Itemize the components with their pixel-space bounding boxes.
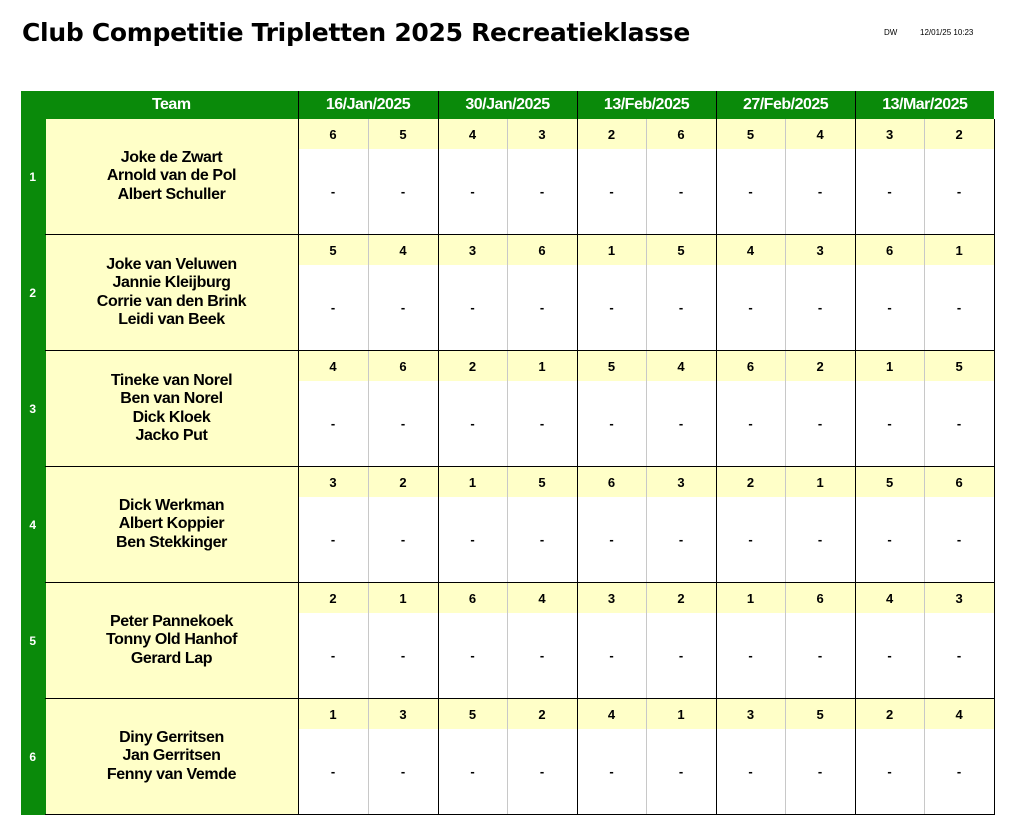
team-members <box>45 699 298 815</box>
score-cell[interactable]: - <box>507 381 577 467</box>
opponent-cell: 6 <box>507 235 577 266</box>
opponent-cell: 5 <box>438 699 507 730</box>
opponent-cell: 1 <box>646 699 716 730</box>
team-member-name: Gerard Lap <box>130 649 213 667</box>
opponent-cell: 3 <box>855 119 924 149</box>
score-cell[interactable]: - <box>438 497 507 583</box>
opponent-cell: 3 <box>577 583 646 614</box>
score-cell[interactable]: - <box>507 613 577 699</box>
team-members <box>45 235 298 351</box>
score-cell[interactable]: - <box>855 265 924 351</box>
author-initials: DW <box>884 28 898 37</box>
team-opponent-row <box>21 583 994 614</box>
team-member-name: Ben Stekkinger <box>116 533 227 551</box>
opponent-cell: 6 <box>716 351 785 382</box>
team-opponent-row <box>21 119 994 149</box>
score-cell[interactable]: - <box>368 497 438 583</box>
opponent-cell: 5 <box>646 235 716 266</box>
score-cell[interactable]: - <box>646 729 716 815</box>
score-cell[interactable]: - <box>646 613 716 699</box>
opponent-cell: 4 <box>298 351 368 382</box>
opponent-cell: 6 <box>368 351 438 382</box>
opponent-cell: 1 <box>716 583 785 614</box>
score-cell[interactable]: - <box>577 265 646 351</box>
team-number: 6 <box>21 699 45 815</box>
score-cell[interactable]: - <box>716 149 785 235</box>
team-member-name: Peter Pannekoek <box>110 612 233 630</box>
team-opponent-row <box>21 699 994 730</box>
score-cell[interactable]: - <box>646 381 716 467</box>
score-cell[interactable]: - <box>716 265 785 351</box>
score-cell[interactable]: - <box>298 729 368 815</box>
team-member-name: Joke de Zwart <box>120 148 223 166</box>
team-member-name: Leidi van Beek <box>118 311 225 328</box>
opponent-cell: 4 <box>855 583 924 614</box>
score-cell[interactable]: - <box>438 729 507 815</box>
opponent-cell: 1 <box>507 351 577 382</box>
opponent-cell: 3 <box>646 467 716 498</box>
opponent-cell: 4 <box>438 119 507 149</box>
team-member-name: Fenny van Vemde <box>106 765 237 783</box>
score-cell[interactable]: - <box>924 265 994 351</box>
team-member-name: Corrie van den Brink <box>96 292 247 310</box>
score-cell[interactable]: - <box>646 265 716 351</box>
score-cell[interactable]: - <box>577 729 646 815</box>
opponent-cell: 2 <box>716 467 785 498</box>
date-header: 30/Jan/2025 <box>438 91 577 119</box>
print-timestamp: 12/01/25 10:23 <box>920 28 974 37</box>
score-cell[interactable]: - <box>438 381 507 467</box>
team-member-name: Diny Gerritsen <box>119 728 224 746</box>
opponent-cell: 4 <box>785 119 855 149</box>
team-opponent-row <box>21 467 994 498</box>
opponent-cell: 4 <box>924 699 994 730</box>
opponent-cell: 3 <box>716 699 785 730</box>
team-member-name: Jan Gerritsen <box>122 747 221 765</box>
opponent-cell: 3 <box>785 235 855 266</box>
opponent-cell: 2 <box>298 583 368 614</box>
opponent-cell: 1 <box>298 699 368 730</box>
opponent-cell: 2 <box>855 699 924 730</box>
score-cell[interactable]: - <box>438 265 507 351</box>
opponent-cell: 4 <box>646 351 716 382</box>
opponent-cell: 2 <box>438 351 507 382</box>
score-cell[interactable]: - <box>368 729 438 815</box>
score-cell[interactable]: - <box>785 613 855 699</box>
team-member-name: Joke van Veluwen <box>106 255 237 273</box>
opponent-cell: 3 <box>438 235 507 266</box>
opponent-cell: 6 <box>646 119 716 149</box>
score-cell[interactable]: - <box>855 381 924 467</box>
team-members <box>45 351 298 467</box>
competition-schedule-table <box>21 91 995 815</box>
team-number: 1 <box>21 119 45 235</box>
score-cell[interactable]: - <box>785 497 855 583</box>
opponent-cell: 6 <box>577 467 646 498</box>
opponent-cell: 5 <box>716 119 785 149</box>
opponent-cell: 3 <box>507 119 577 149</box>
score-cell[interactable]: - <box>507 729 577 815</box>
opponent-cell: 5 <box>368 119 438 149</box>
team-number: 4 <box>21 467 45 583</box>
opponent-cell: 4 <box>716 235 785 266</box>
score-cell[interactable]: - <box>507 497 577 583</box>
score-cell[interactable]: - <box>368 265 438 351</box>
opponent-cell: 2 <box>577 119 646 149</box>
team-number: 5 <box>21 583 45 699</box>
opponent-cell: 2 <box>646 583 716 614</box>
team-member-name: Tonny Old Hanhof <box>105 631 238 649</box>
opponent-cell: 6 <box>785 583 855 614</box>
opponent-cell: 4 <box>577 699 646 730</box>
team-member-name: Albert Koppier <box>118 515 225 533</box>
score-cell[interactable]: - <box>855 613 924 699</box>
team-member-name: Dick Werkman <box>118 496 225 514</box>
team-member-name: Ben van Norel <box>120 390 223 407</box>
score-cell[interactable]: - <box>298 381 368 467</box>
team-opponent-row <box>21 235 994 266</box>
opponent-cell: 1 <box>924 235 994 266</box>
date-header: 27/Feb/2025 <box>716 91 855 119</box>
score-cell[interactable]: - <box>298 497 368 583</box>
opponent-cell: 3 <box>924 583 994 614</box>
opponent-cell: 1 <box>577 235 646 266</box>
score-cell[interactable]: - <box>716 497 785 583</box>
score-cell[interactable]: - <box>924 497 994 583</box>
score-cell[interactable]: - <box>785 729 855 815</box>
score-cell[interactable]: - <box>646 497 716 583</box>
opponent-cell: 3 <box>298 467 368 498</box>
score-cell[interactable]: - <box>924 381 994 467</box>
score-cell[interactable]: - <box>785 381 855 467</box>
score-cell[interactable]: - <box>577 149 646 235</box>
score-cell[interactable]: - <box>924 729 994 815</box>
score-cell[interactable]: - <box>298 149 368 235</box>
score-cell[interactable]: - <box>716 613 785 699</box>
score-cell[interactable]: - <box>368 613 438 699</box>
score-cell[interactable]: - <box>368 149 438 235</box>
score-cell[interactable]: - <box>438 149 507 235</box>
score-cell[interactable]: - <box>577 613 646 699</box>
header-corner <box>21 91 45 119</box>
score-cell[interactable]: - <box>716 381 785 467</box>
opponent-cell: 5 <box>577 351 646 382</box>
team-member-name: Dick Kloek <box>132 408 211 426</box>
score-cell[interactable]: - <box>855 497 924 583</box>
score-cell[interactable]: - <box>855 729 924 815</box>
score-cell[interactable]: - <box>924 149 994 235</box>
opponent-cell: 4 <box>507 583 577 614</box>
opponent-cell: 5 <box>855 467 924 498</box>
opponent-cell: 1 <box>855 351 924 382</box>
opponent-cell: 2 <box>507 699 577 730</box>
opponent-cell: 5 <box>785 699 855 730</box>
team-number: 2 <box>21 235 45 351</box>
team-member-name: Jacko Put <box>135 427 208 444</box>
score-cell[interactable]: - <box>855 149 924 235</box>
score-cell[interactable]: - <box>507 149 577 235</box>
opponent-cell: 1 <box>785 467 855 498</box>
opponent-cell: 6 <box>298 119 368 149</box>
opponent-cell: 5 <box>507 467 577 498</box>
score-cell[interactable]: - <box>785 149 855 235</box>
opponent-cell: 6 <box>924 467 994 498</box>
team-opponent-row <box>21 351 994 382</box>
opponent-cell: 6 <box>855 235 924 266</box>
page-title: Club Competitie Tripletten 2025 Recreatieklasse <box>22 18 691 47</box>
opponent-cell: 4 <box>368 235 438 266</box>
date-header: 16/Jan/2025 <box>298 91 438 119</box>
score-cell[interactable]: - <box>507 265 577 351</box>
opponent-cell: 1 <box>438 467 507 498</box>
team-number: 3 <box>21 351 45 467</box>
team-member-name: Arnold van de Pol <box>106 167 237 185</box>
team-column-header: Team <box>45 91 298 119</box>
opponent-cell: 1 <box>368 583 438 614</box>
date-header: 13/Feb/2025 <box>577 91 716 119</box>
team-members <box>45 583 298 699</box>
date-header: 13/Mar/2025 <box>855 91 994 119</box>
team-member-name: Jannie Kleijburg <box>112 274 231 291</box>
score-cell[interactable]: - <box>577 497 646 583</box>
opponent-cell: 2 <box>368 467 438 498</box>
score-cell[interactable]: - <box>785 265 855 351</box>
score-cell[interactable]: - <box>646 149 716 235</box>
score-cell[interactable]: - <box>298 265 368 351</box>
team-members <box>45 119 298 235</box>
opponent-cell: 5 <box>924 351 994 382</box>
opponent-cell: 2 <box>785 351 855 382</box>
team-member-name: Tineke van Norel <box>110 371 233 389</box>
opponent-cell: 3 <box>368 699 438 730</box>
opponent-cell: 2 <box>924 119 994 149</box>
score-cell[interactable]: - <box>577 381 646 467</box>
score-cell[interactable]: - <box>716 729 785 815</box>
score-cell[interactable]: - <box>298 613 368 699</box>
opponent-cell: 6 <box>438 583 507 614</box>
opponent-cell: 5 <box>298 235 368 266</box>
score-cell[interactable]: - <box>368 381 438 467</box>
score-cell[interactable]: - <box>924 613 994 699</box>
score-cell[interactable]: - <box>438 613 507 699</box>
team-member-name: Albert Schuller <box>117 185 226 203</box>
team-members <box>45 467 298 583</box>
header-row <box>21 91 994 119</box>
